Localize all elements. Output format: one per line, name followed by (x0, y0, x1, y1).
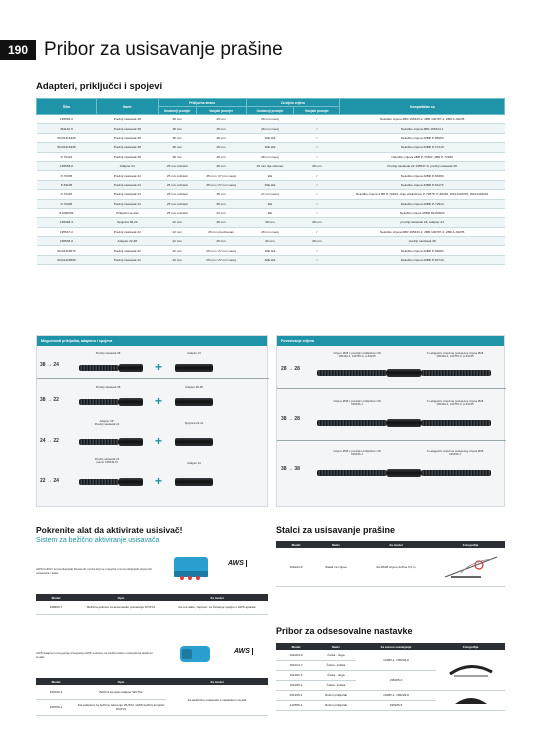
table-cell: Nekoliko crijeva 32BR P-84084 (340, 133, 505, 142)
table-cell: 25 mm rebrasti (158, 180, 196, 189)
cell: 195265-5 (356, 700, 436, 710)
brush-photo-cell (436, 650, 505, 690)
front-connector-image (119, 364, 143, 372)
table-cell: Nekoliko crijeva 25BR 82150004 (340, 208, 505, 217)
table-cell: / (294, 152, 340, 161)
plus-icon: + (155, 360, 163, 374)
item-label: S nelaganim crijevima postojećeg crijeva Ø38 195434-1 (426, 449, 484, 457)
table-cell: / (294, 227, 340, 236)
table-row (36, 685, 268, 699)
table-row (37, 171, 505, 180)
table-row (37, 199, 505, 208)
page-header (0, 40, 534, 60)
hose-connector-image (387, 369, 421, 377)
header-inner: Unutarnji promjer (158, 107, 196, 115)
connection-row-label: 24 → 22 (40, 438, 59, 444)
table-cell: 38 mm (158, 115, 196, 124)
table-cell: 32 mm (196, 208, 246, 217)
stands-header-photo: Fotografija (436, 541, 505, 548)
table-cell: 28 mm (294, 161, 340, 170)
adapter-image (175, 398, 213, 406)
cell: Set adaptera za bežično iskorenje WUT02 i AWS bežični komplet WUT01 (76, 699, 166, 715)
hose-row-label: 28 → 28 (281, 366, 300, 372)
table-row (37, 246, 505, 255)
table-cell: / (294, 199, 340, 208)
table-cell: Prednji nastavak 38 (96, 124, 158, 133)
table-cell: Prednji nastavak 38 (96, 133, 158, 142)
table-cell: P-70421 (37, 152, 97, 161)
table-cell: / (294, 115, 340, 124)
table-cell: 195548-6 (37, 237, 97, 246)
table-row (37, 255, 505, 264)
item-label: Spojnica 24-22 (184, 421, 204, 425)
cell: Četka - kratka (316, 660, 356, 670)
hose-image (421, 470, 491, 476)
table-cell: 25 mm rebrasti (158, 208, 196, 217)
table-row (37, 190, 505, 199)
table-cell: Prednji nastavak 38 (96, 115, 158, 124)
header-code: Šifra (37, 99, 97, 115)
table-cell: 28 mm navoj (246, 227, 294, 236)
table-cell: / (294, 190, 340, 199)
table-cell: 45 mm (196, 143, 246, 152)
connection-row-label: 38 → 24 (40, 362, 59, 368)
table-cell: klik (246, 208, 294, 217)
item-label: S nelaganim crijevima postojećeg crijeva Ø28 195433-2, 140787-2, A-34235 (426, 351, 484, 359)
table-cell: 32E klik (246, 133, 294, 142)
aws2-description: AWS adapteri omogućuje integraciju AWS sustava na elektronskim usisivačima alatima i ta alat. (36, 651, 154, 659)
table-cell: 45 mm (196, 133, 246, 142)
cell: Četka - duga (316, 650, 356, 660)
connection-row (37, 420, 269, 450)
hose-connector-image (387, 469, 421, 477)
table-row (37, 237, 505, 246)
table-cell: / (294, 133, 340, 142)
header-group-connector: Priključna strana (158, 99, 246, 107)
cell: Rotirni priključak (316, 700, 356, 710)
table-cell: Nekoliko crijeva 32BR P-72914 (340, 199, 505, 208)
table-cell: Adapter 22-38 (96, 237, 158, 246)
cell: Stalak za crijevo (316, 548, 356, 586)
table-cell: 27 mm navoj (246, 190, 294, 199)
adapter-image (175, 438, 213, 446)
attachments-table (276, 643, 505, 711)
table-cell: 32E klik (246, 246, 294, 255)
table-cell: 32E klik (246, 180, 294, 189)
aws2-table (36, 678, 268, 716)
attachments-title: Pribor za odsesovalne nastavke (276, 626, 413, 636)
table-cell: 28 mm (294, 218, 340, 227)
table-cell: prednji nastavak 24, adapter 24 (340, 218, 505, 227)
item-label: Prednji nastavak 22 (samo 195549-8) (94, 457, 120, 465)
table-cell: Nekoliko crijeva 32BR P-84084 (340, 246, 505, 255)
front-connector-image (119, 398, 143, 406)
item-label: Adapter 24 (187, 461, 201, 465)
front-connector-image (119, 438, 143, 446)
table-cell: prednji nastavak 38 (340, 237, 505, 246)
item-label: S nelaganim crijevima postojećeg crijeva Ø28 195433-2, 140787-2, A-34235 (426, 399, 484, 407)
table-cell: 195547-0 (37, 227, 97, 236)
connection-row (37, 380, 269, 410)
cell: 1912C3-7 (276, 660, 316, 670)
cell: 191Z05-2 (276, 680, 316, 690)
brush-attachment-image (446, 658, 496, 680)
hose-image (79, 399, 119, 405)
hose-connector-image (387, 419, 421, 427)
cell: 195265-0 (356, 670, 436, 690)
table-row (37, 180, 505, 189)
hose-image (79, 479, 119, 485)
aws-logo: AWS (228, 560, 247, 567)
table-cell: Prednji nastavak 22 195547-0, prednji nastavak 38 (340, 161, 505, 170)
hose-image (421, 420, 491, 426)
hose-row-label: 38 → 28 (281, 416, 300, 422)
table-row (276, 650, 505, 660)
table-cell: 25 mm rebrasti (158, 171, 196, 180)
table-cell: 28 mm navoj (246, 115, 294, 124)
cell: Za ove alate, zapravo: za Činkenje spoljne u AWS aparate (166, 601, 268, 614)
item-label: Adapter 24° Prednji nastavak 24 (94, 419, 120, 427)
table-cell: / (294, 246, 340, 255)
aws-description: AWS bežični komunikacijski bluetooth modul koji se integrira u komunikacijski prijemnik usisavača i alata. (36, 567, 152, 575)
header-outer-2: Vanjski promjer (294, 107, 340, 115)
aws-module-image (170, 553, 224, 583)
cell: Četka - kratka (316, 680, 356, 690)
table-cell: 32 mm (246, 237, 294, 246)
header-inner-2: Unutarnji promjer (246, 107, 294, 115)
aws-header-description: Opis (76, 594, 166, 601)
table-cell: Nekoliko crijeva 2BR P-70362, 2BR P-72936 (340, 152, 505, 161)
item-label: Crijevo Ø38 s prednjim priključkom 38 195434-1 (333, 449, 381, 457)
table-cell: Nekoliko crijeva 2 BR P-70403, dvije priključnice P-70378, P-38186, W101416076, W101418601 (340, 190, 505, 199)
attachments-header-photo: Fotografija (436, 643, 505, 650)
nozzle-photo-cell (436, 690, 505, 710)
hose-stand-image (441, 551, 501, 581)
cell: Bežični komplet adapter WUT02 (76, 685, 166, 699)
table-cell: 35 mm / 27 mm navoj (196, 171, 246, 180)
attachments-header-for: Za usisno ustvarjanje (356, 643, 436, 650)
plus-icon: + (155, 434, 163, 448)
table-cell: / (294, 255, 340, 264)
connection-row (37, 456, 269, 486)
table-cell: 38 mm (158, 124, 196, 133)
table-cell: P-70415 (37, 190, 97, 199)
table-cell: 25 mm vlje otkovan (246, 161, 294, 170)
header-group-hose: Za bijelo crijevo (246, 99, 340, 107)
table-cell: / (294, 143, 340, 152)
table-cell: 25 mm (196, 237, 246, 246)
table-cell: 35 mm (196, 190, 246, 199)
table-row (37, 152, 505, 161)
table-row (37, 143, 505, 152)
connection-row (37, 348, 269, 378)
stands-table (276, 541, 505, 587)
cell: 199762-2 (36, 685, 76, 699)
item-label: Adapter 24 (187, 351, 201, 355)
cell: Za 38/28 crijevo dužine 5,0 m (356, 548, 436, 586)
item-label: Adapter 38-38 (185, 385, 203, 389)
cell: 191B5-1, 195220-8 (356, 650, 436, 670)
aws-subtitle: Sistem za bežično aktiviranje usisavača (36, 537, 160, 544)
table-cell: 32E klik (246, 143, 294, 152)
table-cell: P-81105 (37, 180, 97, 189)
table-cell: Spojnica 38-22 (96, 218, 158, 227)
table-cell: 38 mm (246, 218, 294, 227)
table-cell: Prednji nastavak 24 (96, 171, 158, 180)
cell: 191B5-1, 195229-8 (356, 690, 436, 700)
aws2-header-for-model: Za model (166, 678, 268, 685)
table-cell: 22 mm (158, 237, 196, 246)
table-cell: W101418670 (37, 246, 97, 255)
table-cell: W101418668 (37, 255, 97, 264)
table-cell: 38 mm (158, 152, 196, 161)
table-cell: 35 mm (196, 161, 246, 170)
cell: Za električne usisavače s nastavkom za alat (166, 685, 268, 715)
table-cell: Prednji nastavak 24 (96, 199, 158, 208)
table-cell: Nekoliko crijeva 32BR P-84084 (340, 171, 505, 180)
table-cell: P-70335 (37, 171, 97, 180)
table-cell: 38 mm (158, 133, 196, 142)
table-cell: Nekoliko crijeva 32BR P-17219 (340, 143, 505, 152)
table-cell: Prednji nastavak 24 (96, 180, 158, 189)
adapters-table (36, 98, 505, 265)
item-label: Prednji nastavak 38 (95, 351, 121, 355)
stands-title: Stalci za usisavanje prašine (276, 525, 396, 535)
table-row (37, 115, 505, 124)
table-cell: / (294, 124, 340, 133)
page-number: 190 (0, 40, 36, 60)
hose-image (421, 370, 491, 376)
hose-image (79, 439, 119, 445)
hose-row (277, 350, 506, 380)
table-cell: 25 mm rebrasti (158, 161, 196, 170)
plus-icon: + (155, 394, 163, 408)
cell: 41Z656-4 (276, 700, 316, 710)
panel-right-title: Povezivanje crijeva (277, 336, 504, 346)
table-cell: 195348-3 (37, 218, 97, 227)
table-cell: 35 mm (196, 199, 246, 208)
aws-header-for-model: Za model (166, 594, 268, 601)
aws2-header-description: Opis (76, 678, 166, 685)
cell: Četka - duga (316, 670, 356, 680)
table-cell: Prednji nastavak 38 (96, 152, 158, 161)
table-cell: P-72926 (37, 199, 97, 208)
connection-row-label: 22 → 24 (40, 478, 59, 484)
section-title-adapters: Adapteri, priključci i spojevi (36, 81, 163, 92)
table-row (37, 208, 505, 217)
table-row (276, 690, 505, 700)
stands-header-model: Model (276, 541, 316, 548)
cell: 199766-1 (36, 699, 76, 715)
table-cell: 45 mm (196, 124, 246, 133)
table-cell: 32E klik (246, 255, 294, 264)
table-cell: 25 mm / 27 mm navoj (196, 255, 246, 264)
header-name: Naziv (96, 99, 158, 115)
cell: 1912D3-9 (276, 650, 316, 660)
table-cell: 22 mm (158, 227, 196, 236)
attachments-header-model: Model (276, 643, 316, 650)
table-cell: 25 mm / 27 mm navoj (196, 246, 246, 255)
hose-connection-panel (276, 335, 505, 507)
table-cell: Nekoliko crijeva 32BR P-81719 (340, 255, 505, 264)
table-cell: 25 mm rebrasti (158, 199, 196, 208)
table-row (37, 133, 505, 142)
item-label: Crijevo Ø38 s prednjim priključkom 38 195434-1 (333, 399, 381, 407)
hose-row (277, 448, 506, 478)
table-cell: 451132-5 (37, 124, 97, 133)
table-cell: 28 mm navoj (246, 124, 294, 133)
hose-image (317, 420, 387, 426)
table-cell: 22 mm (158, 255, 196, 264)
table-cell: W101416430 (37, 143, 97, 152)
table-cell: Prednji nastavak 22 (96, 255, 158, 264)
aws-title: Pokrenite alat da aktivirate usisivač! (36, 525, 183, 535)
table-cell: Prednji nastavak 38 (96, 143, 158, 152)
header-outer: Vanjski promjer (196, 107, 246, 115)
connection-options-panel (36, 335, 268, 507)
table-cell: Nekoliko crijeva 2BR 195434-1 (340, 124, 505, 133)
page-title: Pribor za usisavanje prašine (44, 39, 283, 60)
header-compatible: Kompatibilan sa (340, 99, 505, 115)
table-cell: 25 mm predmesan (196, 227, 246, 236)
table-cell: W101416428 (37, 133, 97, 142)
cell: 451395-3 (276, 690, 316, 700)
table-cell: / (294, 171, 340, 180)
adapter-image (175, 478, 213, 486)
table-cell: Priključni za alat (96, 208, 158, 217)
item-label: Prednji nastavak 38 (95, 385, 121, 389)
plus-icon: + (155, 474, 163, 488)
panel-left-title: Mogućnosti priključka, adaptera i spojeva (37, 336, 267, 346)
table-cell: 35 mm (196, 218, 246, 227)
cell: 198900-7 (36, 601, 76, 614)
connection-row-label: 38 → 22 (40, 397, 59, 403)
table-cell: 195548-8 (37, 161, 97, 170)
cell: Bežična jedinica za automatsko pokretanje WUT01 (76, 601, 166, 614)
cell: Rotirni priključak (316, 690, 356, 700)
stand-photo-cell (436, 548, 505, 586)
table-cell: / (294, 208, 340, 217)
table-cell: klik (246, 171, 294, 180)
table-cell: 45 mm (196, 152, 246, 161)
hose-image (317, 470, 387, 476)
table-cell: Nekoliko crijeva 32BR P-81179 (340, 180, 505, 189)
table-cell: Prednji nastavak 24 (96, 190, 158, 199)
aws-table (36, 594, 268, 615)
stands-header-for-model: Za model (356, 541, 436, 548)
table-cell: Prednji nastavak 22 (96, 246, 158, 255)
table-cell: Nekoliko crijeva 2BR 195433-2, 2BR 140787-2, 2BR A-34235 (340, 115, 505, 124)
table-cell: 81000009 (37, 208, 97, 217)
aws-logo: AWS (234, 648, 253, 655)
table-cell: Prednji nastavak 22 (96, 227, 158, 236)
rotating-nozzle-image (451, 692, 491, 708)
table-cell: 45 mm (196, 115, 246, 124)
table-row (36, 601, 268, 614)
aws-header-model: Model (36, 594, 76, 601)
item-label: Crijevo Ø28 s prednjim priključkom 38 195433-2, 140787-2, A-34235 (333, 351, 381, 359)
table-cell: 38 mm (158, 143, 196, 152)
hose-image (79, 365, 119, 371)
table-cell: 195546-2 (37, 115, 97, 124)
aws2-header-model: Model (36, 678, 76, 685)
hose-row-label: 38 → 38 (281, 466, 300, 472)
hose-image (317, 370, 387, 376)
table-cell: 28 mm navoj (246, 152, 294, 161)
table-cell: 22 mm (158, 246, 196, 255)
stands-header-name: Naziv (316, 541, 356, 548)
front-connector-image (119, 478, 143, 486)
table-row (276, 548, 505, 586)
table-cell: / (294, 180, 340, 189)
table-row (37, 227, 505, 236)
table-cell: klik (246, 199, 294, 208)
adapters-table-body (37, 115, 505, 265)
table-cell: 28 mm (294, 237, 340, 246)
table-row (37, 161, 505, 170)
table-cell: Adapter 24 (96, 161, 158, 170)
adapter-image (175, 364, 213, 372)
table-row (37, 218, 505, 227)
attachments-header-name: Naziv (316, 643, 356, 650)
cell: 191Z06-3 (276, 670, 316, 680)
table-cell: 25 mm rebrasti (158, 190, 196, 199)
aws-adapter-image (176, 641, 230, 667)
table-cell: 35 mm / 27 mm navoj (196, 180, 246, 189)
table-cell: 22 mm (158, 218, 196, 227)
cell: 191E23-6 (276, 548, 316, 586)
table-cell: Nekoliko crijeva 2BR 195433-2, 2BR 140787-2, 2BR A-34235 (340, 227, 505, 236)
table-row (37, 124, 505, 133)
hose-row (277, 400, 506, 430)
